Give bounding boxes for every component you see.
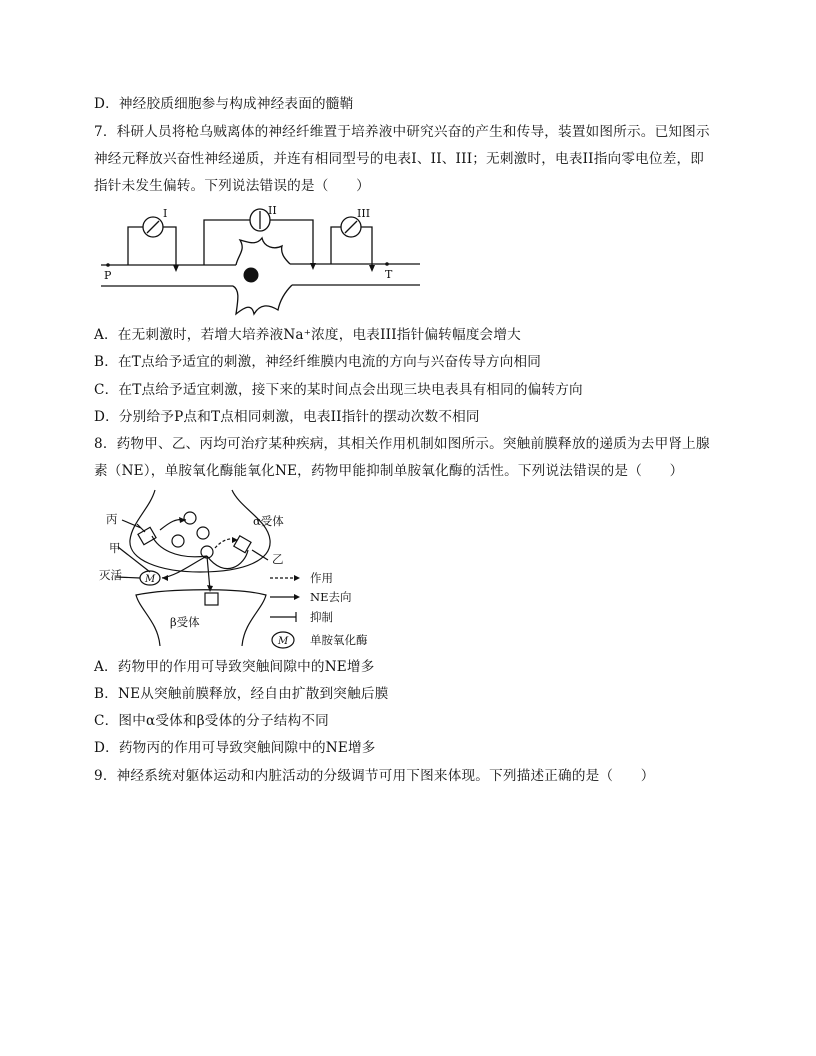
q8-stem-line1: 8．药物甲、乙、丙均可治疗某种疾病，其相关作用机制如图所示。突触前膜释放的递质为去甲肾上腺 bbox=[94, 436, 710, 452]
q8-stem-line2: 素（NE），单胺氧化酶能氧化NE，药物甲能抑制单胺氧化酶的活性。下列说法错误的是（ ） bbox=[94, 463, 684, 479]
legend-inhibit-label: 抑制 bbox=[310, 610, 333, 624]
drug-yi-label: 乙 bbox=[272, 552, 284, 566]
q7-option-a: A．在无刺激时，若增大培养液Na⁺浓度，电表III指针偏转幅度会增大 bbox=[94, 327, 521, 343]
q8-option-a: A．药物甲的作用可导致突触间隙中的NE增多 bbox=[94, 659, 375, 675]
q8-option-c: C．图中α受体和β受体的分子结构不同 bbox=[94, 713, 329, 729]
q7-stem-line3: 指针未发生偏转。下列说法错误的是（ ） bbox=[94, 178, 370, 194]
legend-ne-direction-label: NE去向 bbox=[310, 590, 352, 604]
point-t-label: T bbox=[385, 268, 393, 281]
q8-option-b: B．NE从突触前膜释放，经自由扩散到突触后膜 bbox=[94, 686, 389, 702]
point-p-label: P bbox=[104, 269, 112, 282]
q7-option-b: B．在T点给予适宜的刺激，神经纤维膜内电流的方向与兴奋传导方向相同 bbox=[94, 354, 542, 370]
alpha-receptor-label: α受体 bbox=[253, 514, 284, 528]
enzyme-m-label: M bbox=[145, 574, 156, 585]
inactivation-label: 灭活 bbox=[99, 568, 122, 582]
legend-mao-label: 单胺氧化酶 bbox=[310, 633, 368, 647]
q7-option-c: C．在T点给予适宜刺激，接下来的某时间点会出现三块电表具有相同的偏转方向 bbox=[94, 382, 583, 398]
drug-jia-label: 甲 bbox=[109, 541, 121, 555]
q8-option-d: D．药物丙的作用可导致突触间隙中的NE增多 bbox=[94, 740, 376, 756]
q6-option-d: D．神经胶质细胞参与构成神经表面的髓鞘 bbox=[94, 96, 354, 112]
meter-1-label: I bbox=[163, 207, 168, 220]
q7-stem-line1: 7．科研人员将枪乌贼离体的神经纤维置于培养液中研究兴奋的产生和传导，装置如图所示。已知图示 bbox=[94, 124, 710, 140]
q7-option-d: D．分别给予P点和T点相同刺激，电表II指针的摆动次数不相同 bbox=[94, 409, 480, 425]
legend-effect-label: 作用 bbox=[310, 571, 333, 585]
legend-mao-symbol: M bbox=[278, 636, 289, 647]
meter-3-label: III bbox=[357, 207, 371, 220]
q7-stem-line2: 神经元释放兴奋性神经递质，并连有相同型号的电表I、II、III；无刺激时，电表II指向零电位差，即 bbox=[94, 151, 705, 167]
meter-2-label: II bbox=[268, 204, 277, 217]
beta-receptor-label: β受体 bbox=[170, 615, 200, 629]
drug-bing-label: 丙 bbox=[106, 512, 118, 526]
q9-stem: 9．神经系统对躯体运动和内脏活动的分级调节可用下图来体现。下列描述正确的是（ ） bbox=[94, 768, 655, 784]
